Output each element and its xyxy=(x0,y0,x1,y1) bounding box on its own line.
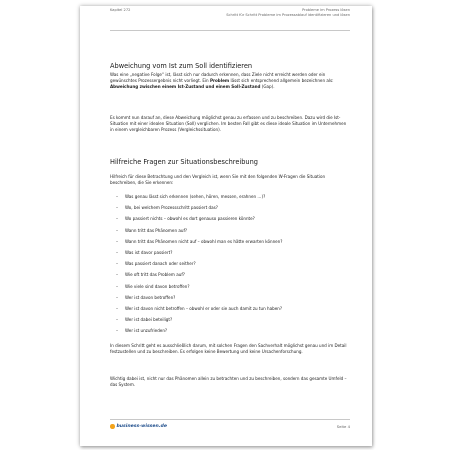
question-list xyxy=(116,194,352,339)
text-run: (Gap). xyxy=(260,84,275,90)
list-item: – Wie viele sind davon betroffen? xyxy=(116,284,352,295)
page-number: Seite 4 xyxy=(336,424,350,429)
text-run: Was eine „negative Folge“ ist, lässt sich nur dadurch erkennen, dass Ziele nicht erreicht werden oder ein gewünschtes Prozessergebnis nicht vorliegt. Ein xyxy=(110,72,326,84)
paragraph-problem-definition xyxy=(110,72,350,91)
list-item: – Wer ist davon nicht betroffen – obwohl er oder sie auch damit zu tun haben? xyxy=(116,306,352,317)
list-item: – Wie oft tritt das Problem auf? xyxy=(116,272,352,283)
paragraph-system: Wichtig dabei ist, nicht nur das Phänomen allein zu betrachten und zu beschreiben, sondern das gesamte Umfeld – das System. xyxy=(110,376,347,388)
list-item: – Wer ist dabei beteiligt? xyxy=(116,317,352,328)
text-run: lässt sich entsprechend allgemein bezeichnen als: xyxy=(229,78,334,84)
section-heading-fragen: Hilfreiche Fragen zur Situationsbeschreibung xyxy=(110,158,258,166)
list-item: – Wer ist davon betroffen? xyxy=(116,295,352,306)
list-item: – Wo passiert nichts – obwohl es dort genauso passieren könnte? xyxy=(116,216,352,227)
page-footer xyxy=(110,419,350,434)
paragraph-intro: Hilfreich für diese Betrachtung und den Vergleich ist, wenn Sie mit den folgenden W-Fragen die Situation beschreiben, die Sie erkennen: xyxy=(110,174,326,186)
list-item: – Was passiert danach oder seither? xyxy=(116,261,352,272)
section-heading-abweichung: Abweichung vom Ist zum Soll identifizieren xyxy=(110,62,253,70)
paragraph-comparison: Es kommt nun darauf an, diese Abweichung möglichst genau zu erfassen und zu beschreiben. Dazu wird die Ist-Situation mit einer idealen Situation (Soll) verglichen. Im besten Fall gibt es diese ideale Situation im Unternehmen in einem vergleichbaren Prozess (Vergleichssituation). xyxy=(110,115,347,133)
paragraph-description-step: In diesem Schritt geht es ausschließlich darum, mit solchen Fragen den Sachverhalt möglichst genau und im Detail festzustellen und zu beschreiben. Es erfolgen keine Bewertung und keine Ursachenforschung. xyxy=(110,343,347,355)
list-item: – Wo, bei welchem Prozessschritt passiert das? xyxy=(116,205,352,216)
bold-run: Problem xyxy=(209,78,230,84)
logo-text: business-wissen.de xyxy=(116,424,167,429)
bold-run: Abweichung zwischen einem Ist-Zustand und einem Soll-Zustand xyxy=(110,84,261,90)
list-item: – Was ist davor passiert? xyxy=(116,250,352,261)
list-item: – Wann tritt das Phänomen nicht auf – obwohl man es hätte erwarten können? xyxy=(116,239,352,250)
page-header xyxy=(110,6,350,31)
list-item: – Wer ist unzufrieden? xyxy=(116,328,352,339)
list-item: – Wann tritt das Phänomen auf? xyxy=(116,228,352,239)
list-item: – Was genau lässt sich erkennen (sehen, hören, messen, erahnen …)? xyxy=(116,194,352,205)
header-subtitle: Schritt für Schritt Probleme im Prozessablauf identifizieren und lösen xyxy=(226,13,350,17)
header-chapter: Kapitel 272 xyxy=(110,8,131,12)
header-title: Probleme im Prozess lösen xyxy=(302,8,350,12)
logo-dot-icon xyxy=(110,424,115,429)
logo xyxy=(110,424,167,429)
